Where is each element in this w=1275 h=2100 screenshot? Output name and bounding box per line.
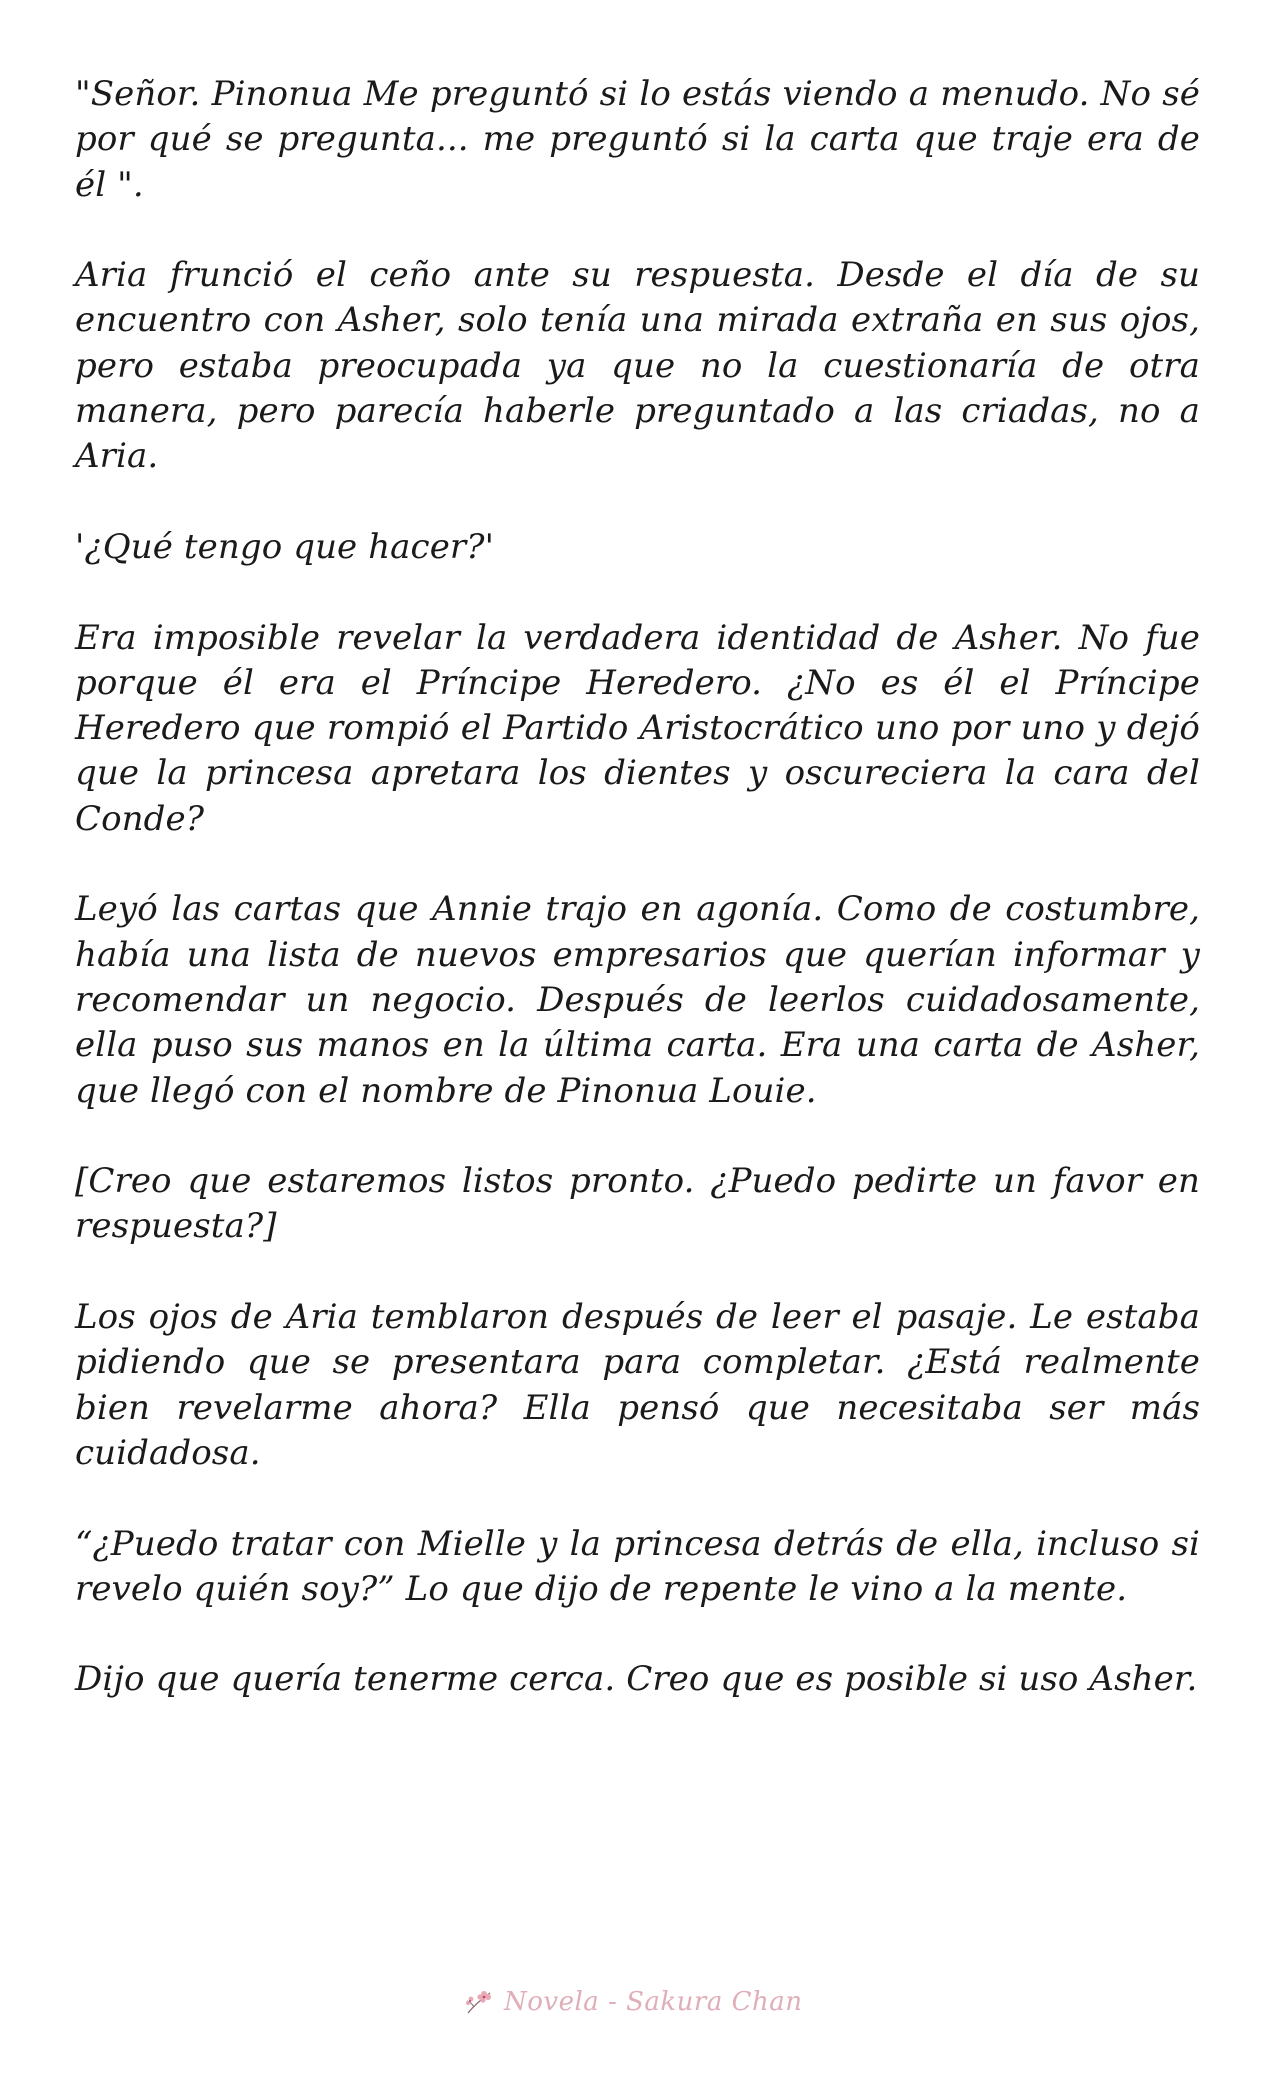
watermark-text: Novela - Sakura Chan [504, 1987, 803, 2017]
paragraph-5: Leyó las cartas que Annie trajo en agonía. Como de costumbre, había una lista de nuevos empresarios que querían informar y recomendar un negocio. Después de leerlos cuidadosamente, ella puso sus manos en la última carta. Era una carta de Asher, que llegó con el nombre de Pinonua Louie. [75, 889, 1200, 1111]
paragraph-3: '¿Qué tengo que hacer?' [75, 526, 495, 567]
cherry-blossom-icon [462, 1985, 496, 2019]
paragraph-6: [Creo que estaremos listos pronto. ¿Puedo pedirte un favor en respuesta?] [75, 1161, 1200, 1247]
paragraph-8: “¿Puedo tratar con Mielle y la princesa detrás de ella, incluso si revelo quién soy?” Lo que dijo de repente le vino a la mente. [75, 1523, 1200, 1609]
paragraph-2: Aria frunció el ceño ante su respuesta. Desde el día de su encuentro con Asher, solo tenía una mirada extraña en sus ojos, pero estaba preocupada ya que no la cuestionaría de otra manera, pero parecía haberle preguntado a las criadas, no a Aria. [75, 255, 1200, 477]
watermark [462, 1985, 803, 2019]
paragraph-7: Los ojos de Aria temblaron después de leer el pasaje. Le estaba pidiendo que se presentara para completar. ¿Está realmente bien revelarme ahora? Ella pensó que necesitaba ser más cuidadosa. [75, 1297, 1200, 1473]
novel-page [75, 72, 1200, 1748]
paragraph-1: "Señor. Pinonua Me preguntó si lo estás viendo a menudo. No sé por qué se pregunta... me preguntó si la carta que traje era de él ". [75, 74, 1200, 205]
paragraph-9: Dijo que quería tenerme cerca. Creo que es posible si uso Asher. [75, 1659, 1198, 1700]
paragraph-4: Era imposible revelar la verdadera identidad de Asher. No fue porque él era el Príncipe Heredero. ¿No es él el Príncipe Heredero que rompió el Partido Aristocrático uno por uno y dejó que la princesa apretara los dientes y oscureciera la cara del Conde? [75, 617, 1200, 839]
